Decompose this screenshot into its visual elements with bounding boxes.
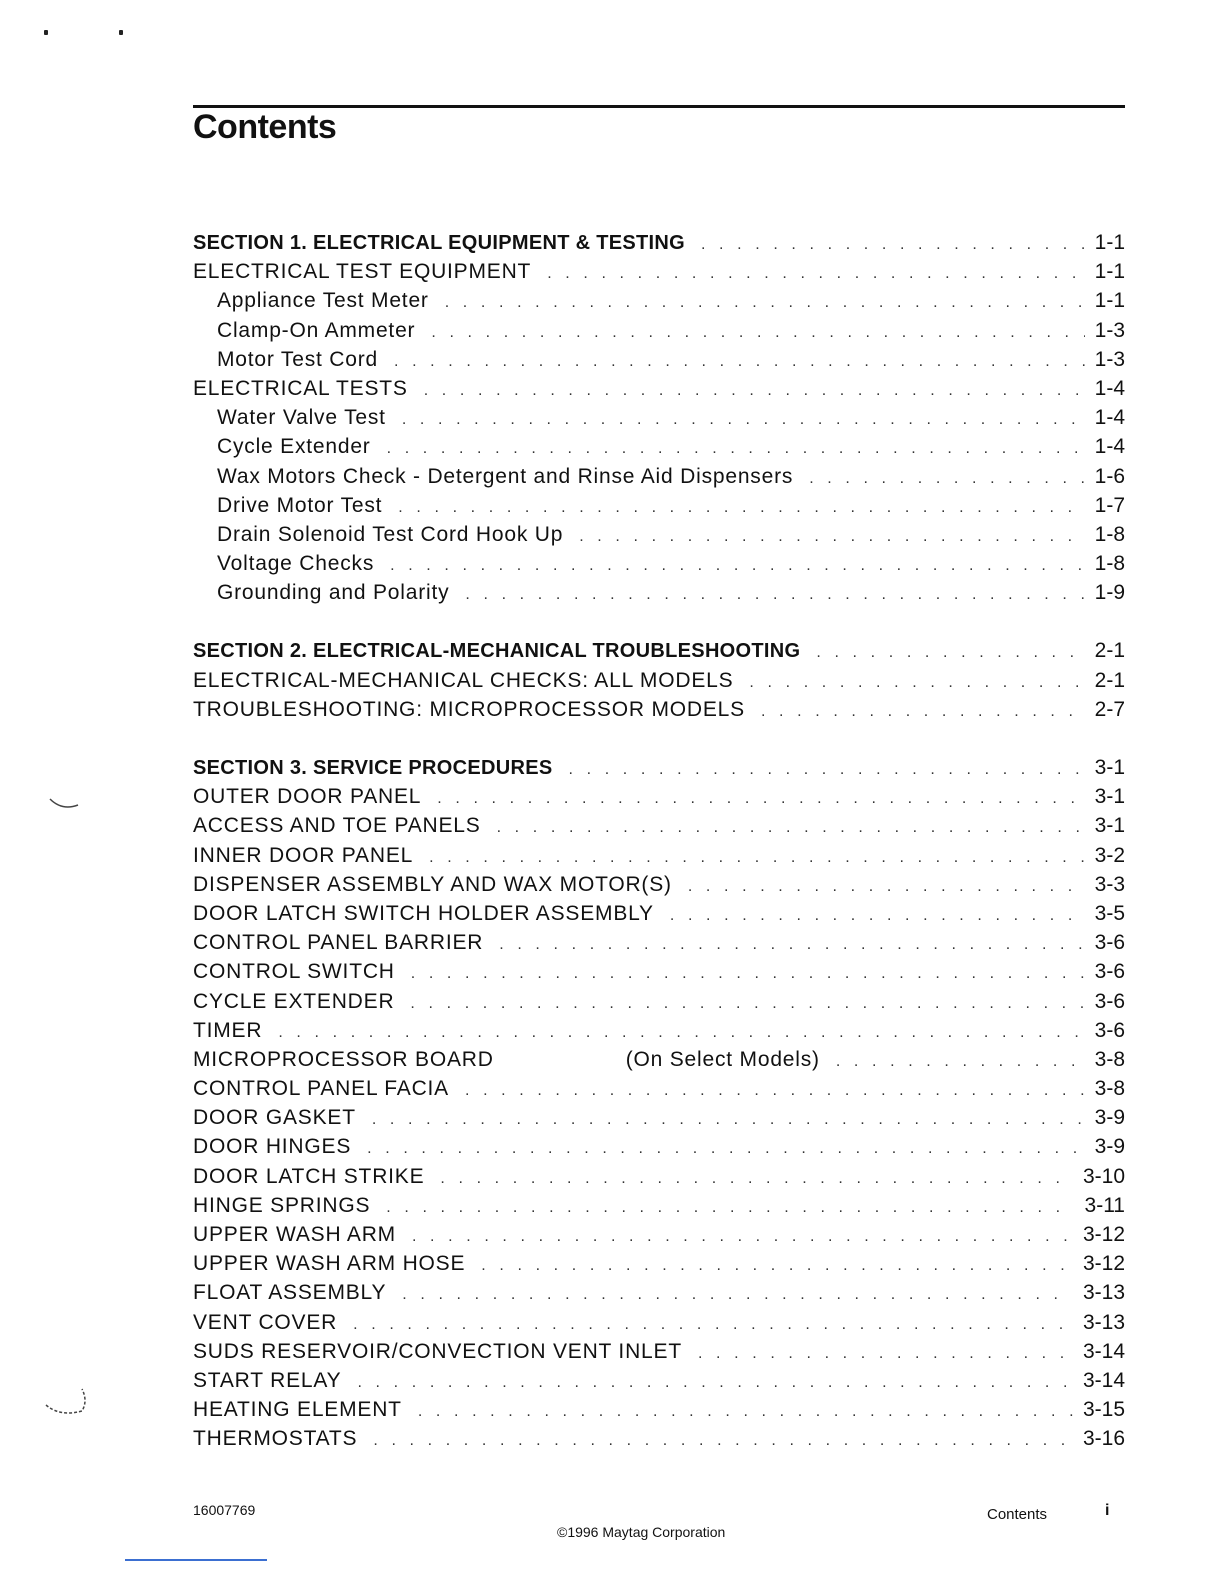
- toc-entry: [193, 1016, 1125, 1045]
- dot-leader: [386, 1193, 1074, 1222]
- toc-entry-title: DOOR HINGES: [193, 1135, 352, 1159]
- dot-leader: [445, 288, 1085, 317]
- toc-entry-title: Voltage Checks: [217, 552, 375, 576]
- toc-entry-title: ACCESS AND TOE PANELS: [193, 814, 481, 838]
- toc-entry: [193, 578, 1125, 607]
- toc-entry-page: 2-7: [1094, 697, 1125, 721]
- toc-entry-title: Motor Test Cord: [217, 347, 378, 371]
- dot-leader: [387, 434, 1085, 463]
- dot-leader: [698, 1339, 1073, 1368]
- toc-entry-title: THERMOSTATS: [193, 1427, 358, 1451]
- dot-leader: [390, 551, 1085, 580]
- toc-entry: [193, 257, 1125, 286]
- toc-entry-title: Water Valve Test: [217, 406, 386, 430]
- toc-entry-page: 3-6: [1094, 960, 1125, 984]
- toc-entry: [193, 1249, 1125, 1278]
- toc-entry: [193, 957, 1125, 986]
- toc-entry-page: 3-16: [1082, 1427, 1125, 1451]
- page-title: Contents: [193, 108, 337, 146]
- toc-entry-title: MICROPROCESSOR BOARD: [193, 1047, 494, 1071]
- toc-entry-title: Grounding and Polarity: [217, 581, 450, 605]
- toc-entry-title: Clamp-On Ammeter: [217, 318, 416, 342]
- toc-entry-page: 3-8: [1094, 1047, 1125, 1071]
- dot-leader: [547, 259, 1084, 288]
- toc-entry-page: 3-8: [1094, 1077, 1125, 1101]
- toc-entry-title: SUDS RESERVOIR/CONVECTION VENT INLET: [193, 1339, 682, 1363]
- toc-entry: [193, 1366, 1125, 1395]
- toc-entry-title: FLOAT ASSEMBLY: [193, 1281, 387, 1305]
- toc-entry: [193, 782, 1125, 811]
- toc-entry: [193, 987, 1125, 1016]
- toc-entry-title: CYCLE EXTENDER: [193, 989, 395, 1013]
- dot-leader: [465, 1076, 1085, 1105]
- toc-entry-page: 3-1: [1094, 814, 1125, 838]
- toc-entry-page: 1-8: [1094, 552, 1125, 576]
- toc-section: [193, 636, 1125, 724]
- toc-entry: [193, 316, 1125, 345]
- dot-leader: [670, 901, 1085, 930]
- dot-leader: [353, 1310, 1073, 1339]
- toc-entry-title: Drain Solenoid Test Cord Hook Up: [217, 522, 564, 546]
- dot-leader: [418, 1397, 1073, 1426]
- toc-entry-page: 1-1: [1094, 260, 1125, 284]
- toc-entry: [193, 1395, 1125, 1424]
- toc-entry-page: 3-5: [1094, 901, 1125, 925]
- toc-entry-title: Appliance Test Meter: [217, 289, 429, 313]
- scan-mark: [44, 1385, 88, 1421]
- toc-entry-title: DOOR LATCH STRIKE: [193, 1164, 425, 1188]
- toc-entry-title: Drive Motor Test: [217, 493, 383, 517]
- toc-entry: [193, 1162, 1125, 1191]
- toc-entry: [193, 403, 1125, 432]
- toc-section-heading: [193, 228, 1125, 257]
- toc-entry: [193, 1308, 1125, 1337]
- toc-entry-title: UPPER WASH ARM HOSE: [193, 1252, 466, 1276]
- document-number: 16007769: [193, 1502, 256, 1518]
- toc-entry-title: DISPENSER ASSEMBLY AND WAX MOTOR(S): [193, 872, 672, 896]
- toc-section: [193, 753, 1125, 1454]
- dot-leader: [579, 522, 1084, 551]
- toc-entry-page: 3-9: [1094, 1135, 1125, 1159]
- toc-section: [193, 228, 1125, 607]
- toc-entry: [193, 870, 1125, 899]
- toc-entry-title: UPPER WASH ARM: [193, 1223, 396, 1246]
- toc-entry: [193, 1220, 1125, 1249]
- dot-leader: [761, 697, 1085, 726]
- toc-entry-page: 3-14: [1082, 1339, 1125, 1363]
- toc-entry-page: 1-1: [1094, 289, 1125, 313]
- dot-leader: [429, 843, 1085, 872]
- dot-leader: [278, 1018, 1084, 1047]
- toc-entry-page: 3-1: [1094, 756, 1125, 779]
- table-of-contents: [193, 228, 1125, 1483]
- scan-artifact-line: [125, 1559, 267, 1561]
- toc-entry-page: 3-9: [1094, 1106, 1125, 1130]
- dot-leader: [402, 405, 1085, 434]
- toc-entry: [193, 432, 1125, 461]
- toc-entry-title: TIMER: [193, 1018, 263, 1042]
- scan-speck: [44, 30, 48, 35]
- dot-leader: [373, 1426, 1073, 1455]
- toc-entry-page: 3-13: [1082, 1310, 1125, 1334]
- toc-entry: [193, 286, 1125, 315]
- toc-entry-page: 1-9: [1094, 581, 1125, 605]
- toc-entry-title: INNER DOOR PANEL: [193, 843, 414, 867]
- toc-entry: [193, 1337, 1125, 1366]
- toc-entry-title: VENT COVER: [193, 1310, 338, 1334]
- toc-entry-title: DOOR LATCH SWITCH HOLDER ASSEMBLY: [193, 901, 654, 925]
- toc-entry: [193, 899, 1125, 928]
- copyright-notice: ©1996 Maytag Corporation: [557, 1524, 726, 1540]
- toc-entry-page: 3-10: [1082, 1164, 1125, 1188]
- toc-entry-title: CONTROL SWITCH: [193, 960, 395, 984]
- toc-entry-title: TROUBLESHOOTING: MICROPROCESSOR MODELS: [193, 697, 745, 721]
- dot-leader: [688, 872, 1085, 901]
- toc-entry: [193, 1103, 1125, 1132]
- toc-entry-title: CONTROL PANEL BARRIER: [193, 931, 484, 955]
- toc-entry-page: 3-11: [1084, 1193, 1125, 1217]
- toc-entry-page: 2-1: [1094, 668, 1125, 692]
- toc-entry-title: Cycle Extender: [217, 435, 371, 459]
- toc-section-heading: [193, 636, 1125, 665]
- toc-entry-page: 1-7: [1094, 493, 1125, 517]
- toc-entry-page: 3-6: [1094, 1018, 1125, 1042]
- dot-leader: [816, 638, 1084, 667]
- toc-entry: [193, 841, 1125, 870]
- toc-entry: [193, 695, 1125, 724]
- toc-entry-page: 3-12: [1082, 1252, 1125, 1276]
- toc-entry-title: ELECTRICAL TEST EQUIPMENT: [193, 260, 532, 284]
- toc-entry: [193, 374, 1125, 403]
- toc-entry: [193, 1424, 1125, 1453]
- dot-leader: [440, 1164, 1073, 1193]
- dot-leader: [437, 784, 1084, 813]
- toc-entry-page: 2-1: [1094, 639, 1125, 663]
- toc-entry-title: SECTION 2. ELECTRICAL-MECHANICAL TROUBLESHOOTING: [193, 640, 801, 663]
- dot-leader: [410, 989, 1084, 1018]
- dot-leader: [701, 230, 1085, 259]
- toc-entry-title: START RELAY: [193, 1368, 342, 1392]
- toc-entry: [193, 549, 1125, 578]
- toc-entry: [193, 1278, 1125, 1307]
- toc-entry-page: 1-8: [1094, 522, 1125, 546]
- toc-entry: [193, 1045, 1125, 1074]
- toc-entry-page: 1-4: [1094, 435, 1125, 459]
- toc-entry-page: 3-6: [1094, 931, 1125, 955]
- page-number: i: [1105, 1502, 1110, 1519]
- dot-leader: [398, 493, 1084, 522]
- toc-entry: [193, 1074, 1125, 1103]
- toc-entry-note: (On Select Models): [625, 1047, 820, 1071]
- toc-entry-title: SECTION 1. ELECTRICAL EQUIPMENT & TESTING: [193, 232, 685, 254]
- dot-leader: [411, 959, 1085, 988]
- dot-leader: [412, 1222, 1073, 1251]
- toc-entry-title: OUTER DOOR PANEL: [193, 785, 422, 809]
- toc-entry-title: HINGE SPRINGS: [193, 1193, 371, 1217]
- toc-entry: [193, 928, 1125, 957]
- toc-entry-title: ELECTRICAL TESTS: [193, 376, 408, 400]
- toc-entry-page: 1-6: [1094, 464, 1125, 488]
- toc-entry: [193, 520, 1125, 549]
- toc-entry: [193, 811, 1125, 840]
- toc-entry-title: HEATING ELEMENT: [193, 1398, 402, 1422]
- toc-entry-title: ELECTRICAL-MECHANICAL CHECKS: ALL MODELS: [193, 668, 734, 692]
- toc-entry-page: 1-3: [1094, 347, 1125, 371]
- toc-entry-page: 1-4: [1094, 406, 1125, 430]
- dot-leader: [367, 1134, 1084, 1163]
- toc-entry: [193, 345, 1125, 374]
- toc-entry-page: 3-6: [1094, 989, 1125, 1013]
- toc-section-heading: [193, 753, 1125, 782]
- toc-entry: [193, 462, 1125, 491]
- toc-entry-page: 1-4: [1094, 376, 1125, 400]
- toc-entry: [193, 1191, 1125, 1220]
- dot-leader: [431, 318, 1084, 347]
- dot-leader: [809, 464, 1084, 493]
- dot-leader: [357, 1368, 1073, 1397]
- dot-leader: [836, 1047, 1085, 1076]
- scan-speck: [119, 30, 123, 35]
- toc-entry-page: 1-3: [1094, 318, 1125, 342]
- toc-entry-page: 3-12: [1082, 1223, 1125, 1246]
- toc-entry-page: 3-13: [1082, 1281, 1125, 1305]
- dot-leader: [499, 930, 1084, 959]
- toc-entry-title: SECTION 3. SERVICE PROCEDURES: [193, 757, 553, 779]
- dot-leader: [424, 376, 1085, 405]
- toc-entry-page: 3-14: [1082, 1368, 1125, 1392]
- toc-entry-page: 3-1: [1094, 785, 1125, 809]
- dot-leader: [465, 580, 1084, 609]
- dot-leader: [402, 1280, 1073, 1309]
- toc-entry-page: 3-15: [1082, 1398, 1125, 1422]
- toc-entry-title: DOOR GASKET: [193, 1106, 356, 1130]
- toc-entry-page: 3-2: [1094, 843, 1125, 867]
- dot-leader: [749, 668, 1084, 697]
- toc-entry-title: CONTROL PANEL FACIA: [193, 1077, 449, 1101]
- dot-leader: [394, 347, 1085, 376]
- scan-mark: [48, 795, 92, 815]
- toc-entry: [193, 491, 1125, 520]
- dot-leader: [497, 813, 1085, 842]
- toc-entry-page: 3-3: [1094, 872, 1125, 896]
- dot-leader: [481, 1251, 1073, 1280]
- toc-entry-page: 1-1: [1094, 231, 1125, 254]
- footer-section-name: Contents: [987, 1506, 1048, 1523]
- toc-entry: [193, 666, 1125, 695]
- dot-leader: [569, 755, 1085, 784]
- toc-entry-title: Wax Motors Check - Detergent and Rinse Aid Dispensers: [217, 464, 794, 488]
- toc-entry: [193, 1132, 1125, 1161]
- dot-leader: [372, 1105, 1085, 1134]
